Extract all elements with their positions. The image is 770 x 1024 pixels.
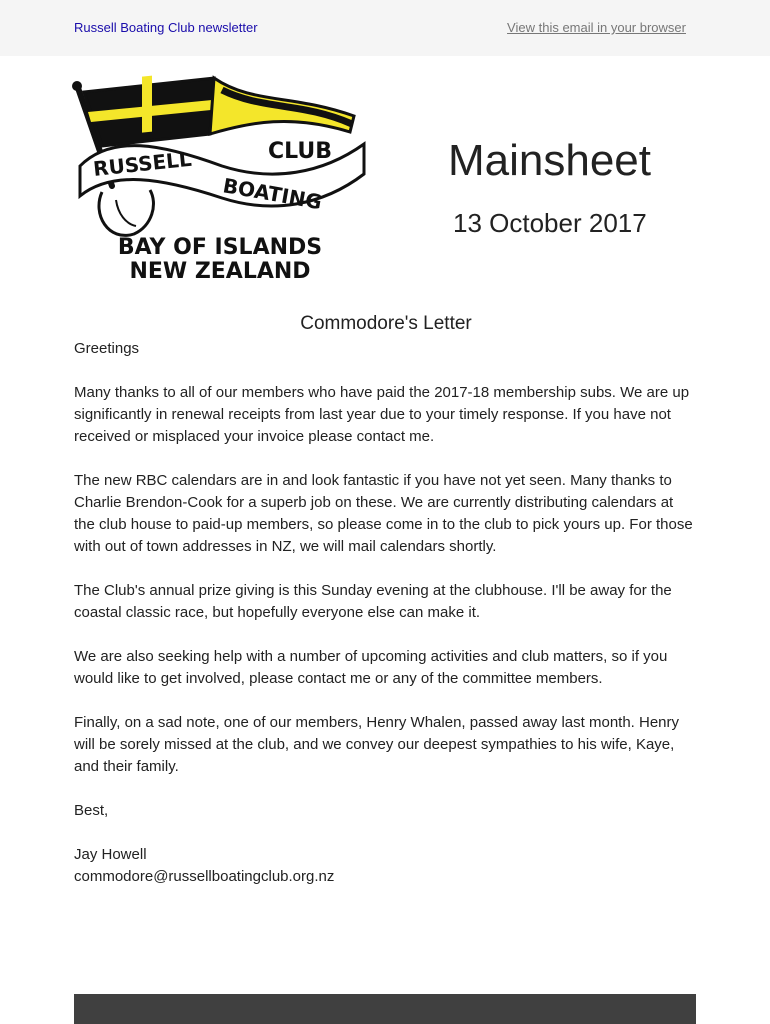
logo-text-bay-of-islands: BAY OF ISLANDS xyxy=(117,235,323,260)
logo-text-club: CLUB xyxy=(268,139,333,164)
letter-greeting: Greetings xyxy=(74,340,140,357)
signature-name: Jay Howell xyxy=(74,846,147,863)
letter-paragraph: The Club's annual prize giving is this Sunday evening at the clubhouse. I'll be away for the coastal classic race, but hopefully everyone else can make it. xyxy=(74,582,672,621)
logo-text-boating: BOATING xyxy=(221,173,324,215)
signature-email[interactable]: commodore@russellboatingclub.org.nz xyxy=(74,868,335,885)
logo-text-new-zealand: NEW ZEALAND xyxy=(129,259,311,284)
letter-heading: Commodore's Letter xyxy=(300,313,472,334)
newsletter-date: 13 October 2017 xyxy=(453,208,647,238)
letter-paragraph: The new RBC calendars are in and look fantastic if you have not yet seen. Many thanks to Charlie Brendon-Cook for a superb job on these. We are currently distributing calendars at the club house to paid-up members, so please come in to the club to pick yours up. For those with out of town addresses in NZ, we will mail calendars shortly. xyxy=(74,472,693,555)
letter-paragraph: Many thanks to all of our members who have paid the 2017-18 membership subs. We are up significantly in renewal receipts from last year due to your timely response. If you have not received or misplaced your invoice please contact me. xyxy=(74,384,690,445)
commodores-letter xyxy=(74,312,698,888)
club-logo xyxy=(72,74,368,286)
footer-bar xyxy=(74,994,696,1024)
logo-text-russell: RUSSELL xyxy=(92,146,193,181)
newsletter-link[interactable]: Russell Boating Club newsletter xyxy=(74,20,258,35)
preheader-bar xyxy=(0,0,770,56)
view-in-browser-link[interactable]: View this email in your browser xyxy=(507,20,686,35)
letter-signoff: Best, xyxy=(74,802,109,819)
letter-paragraph: We are also seeking help with a number of upcoming activities and club matters, so if you would like to get involved, please contact me or any of the committee members. xyxy=(74,648,668,687)
letter-paragraph: Finally, on a sad note, one of our members, Henry Whalen, passed away last month. Henry will be sorely missed at the club, and we convey our deepest sympathies to his wife, Kaye, and their family. xyxy=(74,714,680,775)
newsletter-title: Mainsheet xyxy=(448,136,652,185)
